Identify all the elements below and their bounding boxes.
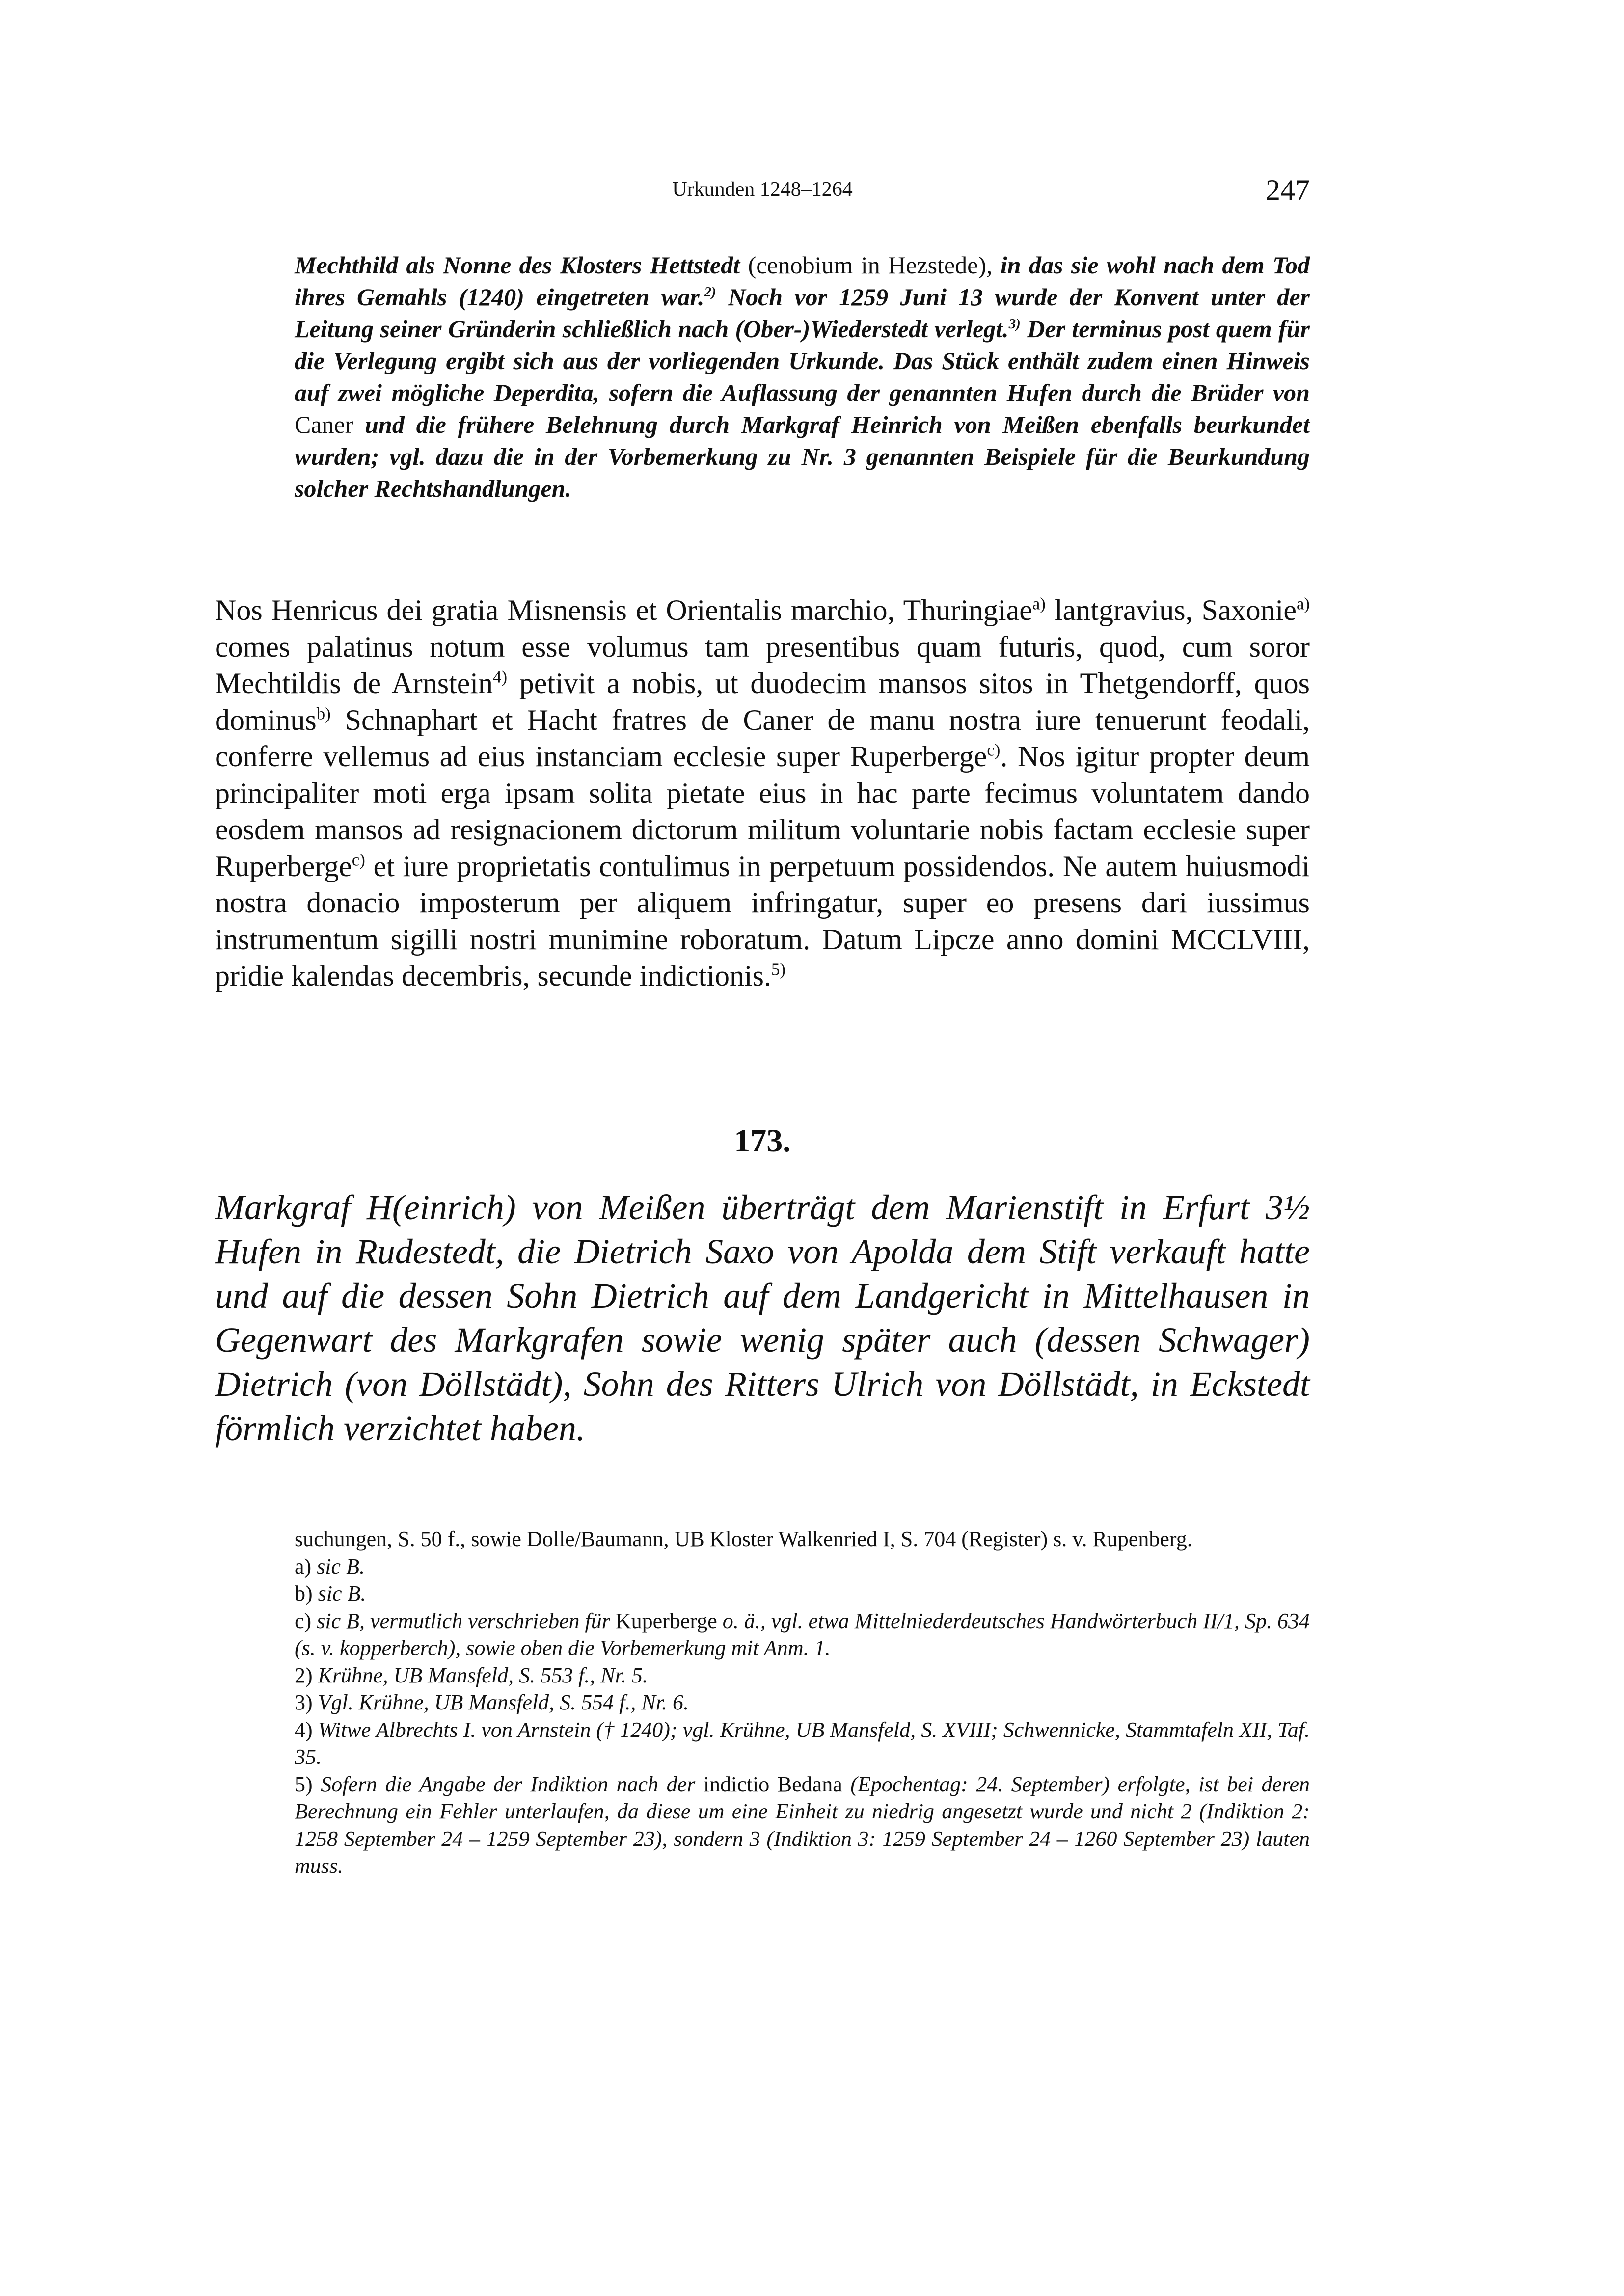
charter-text-segment: Nos Henricus dei gratia Misnensis et Orientalis marchio, Thuringiae <box>215 594 1032 626</box>
apparatus-marker[interactable]: c) <box>987 740 1001 760</box>
footnote-text: Witwe Albrechts I. von Arnstein († 1240); vgl. Krühne, UB Mansfeld, S. XVIII; Schwennicke, Stammtafeln XII, Taf. 35. <box>295 1717 1310 1769</box>
footnote-text: Krühne, UB Mansfeld, S. 553 f., Nr. 5. <box>318 1663 648 1687</box>
charter-text <box>215 592 1310 994</box>
apparatus-marker[interactable]: a) <box>1296 594 1310 614</box>
footnotes <box>295 1525 1310 1880</box>
footnote-mark: b) <box>295 1581 313 1605</box>
footnote-text: sic B. <box>318 1581 366 1605</box>
footnote-mark: c) <box>295 1608 312 1633</box>
footnote-marker[interactable]: 5) <box>771 960 785 979</box>
footnote-mark: 3) <box>295 1690 313 1714</box>
preface-text: in das sie wohl nach dem Tod ihres Gemahls (1240) eingetreten war. <box>295 251 1310 311</box>
footnote-text: (Epochentag: 24. September) erfolgte, ist bei deren Berechnung ein Fehler unterlaufen, da diese um eine Einheit zu niedrig angesetzt wurde und nicht 2 (Indiktion 2: 1258 September 24 – 1259 September 23), sondern 3 (Indiktion 3: 1259 September 24 – 1260 September 23) lauten muss. <box>295 1772 1310 1878</box>
footnote-mark: 5) <box>295 1772 313 1796</box>
charter-text-segment: et iure proprietatis contulimus in perpetuum possidendos. Ne autem huiusmodi nostra donacio imposterum per aliquem infringatur, super eo presens dari iussimus instrumentum sigilli nostri munimine roboratum. Datum Lipcze anno domini MCCLVIII, pridie kalendas decembris, secunde indictionis. <box>215 850 1310 992</box>
footnote-continuation: suchungen, S. 50 f., sowie Dolle/Baumann, UB Kloster Walkenried I, S. 704 (Register) s. v. Rupenberg. <box>295 1527 1192 1551</box>
footnote-3 <box>295 1689 1310 1716</box>
document-number: 173. <box>734 1123 791 1159</box>
charter-text-segment: . Nos igitur propter deum principaliter moti erga ipsam solita pietate eius in hac parte fecimus voluntatem dando eosdem mansos ad resignacionem dictorum militum voluntarie nobis factam ecclesie super Ruperberge <box>215 740 1310 882</box>
charter-text-segment: petivit a nobis, ut duodecim mansos sitos in Thetgendorff, quos dominus <box>215 667 1310 736</box>
charter-text-segment: lantgravius, Saxonie <box>1045 594 1297 626</box>
footnote-text: sic B, vermutlich verschrieben für <box>317 1608 610 1633</box>
footnote-text: Vgl. Krühne, UB Mansfeld, S. 554 f., Nr. 6. <box>318 1690 689 1714</box>
preface-text: und die frühere Belehnung durch Markgraf Heinrich von Meißen ebenfalls beurkundet wurden; vgl. dazu die in der Vorbemerkung zu Nr. 3 genannten Beispiele für die Beurkundung solcher Rechtshandlungen. <box>295 411 1310 502</box>
footnote-text: Sofern die Angabe der Indiktion nach der <box>321 1772 696 1796</box>
footnote-text: sic B. <box>317 1554 365 1578</box>
footnote-text: o. ä., vgl. etwa Mittelniederdeutsches Handwörterbuch II/1, Sp. 634 (s. v. kopperberch), sowie oben die Vorbemerkung mit Anm. 1. <box>295 1608 1310 1660</box>
footnote-2 <box>295 1662 1310 1689</box>
footnote-mark: a) <box>295 1554 312 1578</box>
preface-text: Der terminus post quem für die Verlegung ergibt sich aus der vorliegenden Urkunde. Das Stück enthält zudem einen Hinweis auf zwei mögliche Deperdita, sofern die Auflassung der genannten Hufen durch die Brüder von <box>295 315 1310 406</box>
regest-summary: Markgraf H(einrich) von Meißen überträgt dem Marienstift in Erfurt 3½ Hufen in Rudestedt, die Dietrich Saxo von Apolda dem Stift verkauft hatte und auf die dessen Sohn Dietrich auf dem Landgericht in Mittelhausen in Gegenwart des Markgrafen sowie wenig später auch (dessen Schwager) Dietrich (von Döllstädt), Sohn des Ritters Ulrich von Döllstädt, in Eckstedt förmlich verzichtet haben. <box>215 1188 1310 1448</box>
footnote-5 <box>295 1771 1310 1880</box>
running-title: Urkunden 1248–1264 <box>672 178 853 201</box>
footnote-a <box>295 1553 1310 1580</box>
footnote-marker[interactable]: 4) <box>493 667 508 687</box>
preface-note <box>295 249 1310 505</box>
footnote-marker[interactable]: 2) <box>704 284 716 300</box>
preface-quote: Caner <box>295 411 353 438</box>
footnote-c <box>295 1607 1310 1662</box>
apparatus-marker[interactable]: a) <box>1032 594 1046 614</box>
footnote-marker[interactable]: 3) <box>1008 316 1021 332</box>
footnote-quote: Kuperberge <box>615 1608 717 1633</box>
footnote-4 <box>295 1716 1310 1771</box>
page-header <box>215 176 1310 210</box>
footnote-quote: indictio Bedana <box>703 1772 842 1796</box>
apparatus-marker[interactable]: b) <box>316 703 331 723</box>
charter-text-segment: Schnaphart et Hacht fratres de Caner de manu nostra iure tenuerunt feodali, conferre vellemus ad eius instanciam ecclesie super Ruperberge <box>215 703 1310 773</box>
page-number: 247 <box>1266 174 1310 206</box>
preface-text: Mechthild als Nonne des Klosters Hettstedt <box>295 251 740 279</box>
footnote-mark: 4) <box>295 1717 313 1742</box>
charter-text-segment: comes palatinus notum esse volumus tam presentibus quam futuris, quod, cum soror Mechtildis de Arnstein <box>215 630 1310 699</box>
footnote-mark: 2) <box>295 1663 313 1687</box>
footnote-b <box>295 1580 1310 1607</box>
apparatus-marker[interactable]: c) <box>352 850 365 869</box>
preface-text: Noch vor 1259 Juni 13 wurde der Konvent unter der Leitung seiner Gründerin schließlich nach (Ober-)Wiederstedt verlegt. <box>295 283 1310 343</box>
preface-quote: (cenobium in Hezstede), <box>748 251 993 279</box>
